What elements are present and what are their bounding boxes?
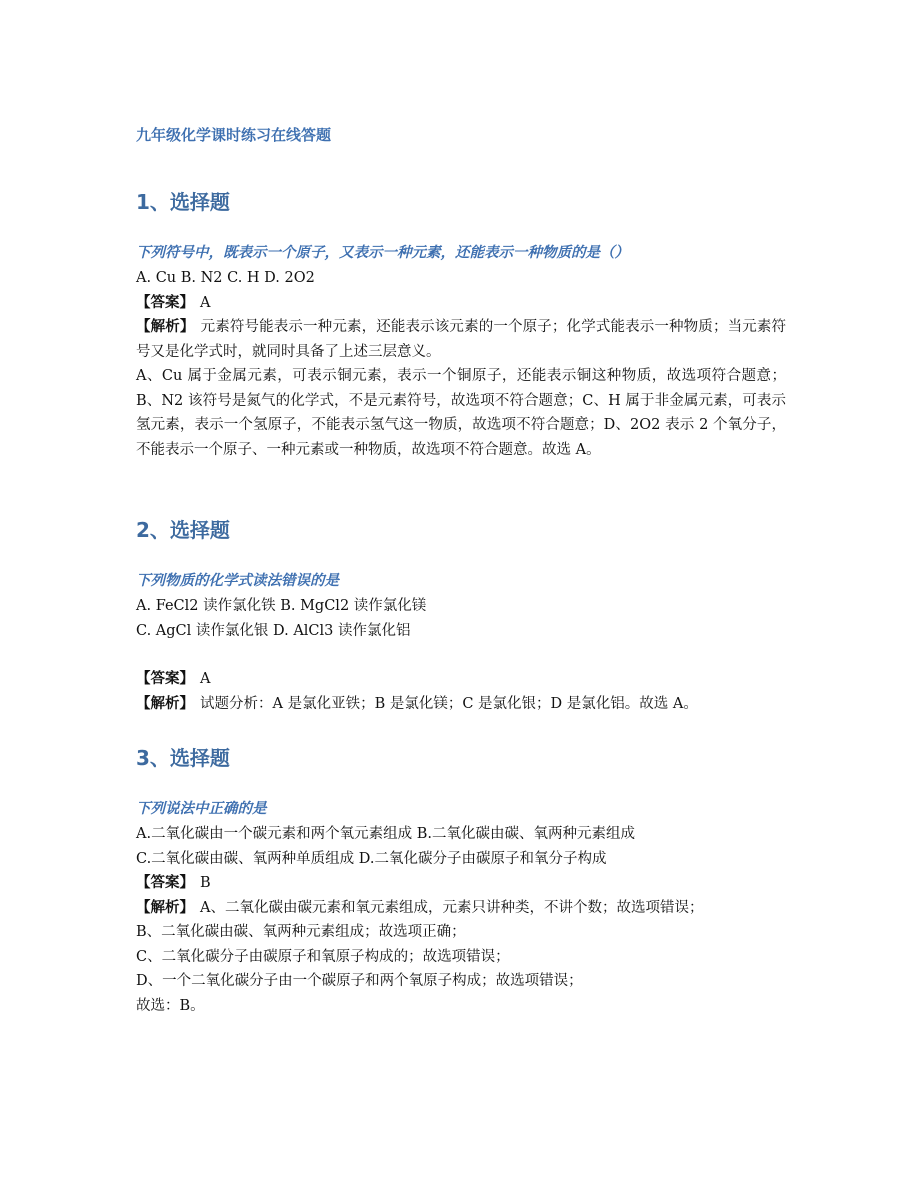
answer-label: 【答案】 <box>136 293 194 311</box>
answer-line <box>136 871 786 896</box>
analysis-text: D、一个二氧化碳分子由一个碳原子和两个氧原子构成；故选项错误； <box>136 973 583 989</box>
question-options: A. Cu B. N2 C. H D. 2O2 <box>136 270 315 286</box>
question-section-3 <box>136 742 786 1018</box>
question-section-1 <box>136 186 786 462</box>
section-heading: 1、选择题 <box>136 190 230 214</box>
document-title: 九年级化学课时练习在线答题 <box>136 126 332 144</box>
analysis-line <box>136 315 786 364</box>
answer-line <box>136 667 786 692</box>
question-text: 下列物质的化学式读法错误的是 <box>136 573 339 589</box>
question-text: 下列说法中正确的是 <box>136 801 267 817</box>
question-options: A.二氧化碳由一个碳元素和两个氧元素组成 B.二氧化碳由碳、氧两种元素组成 <box>136 826 635 842</box>
question-section-2 <box>136 514 786 716</box>
section-heading: 2、选择题 <box>136 518 230 542</box>
answer-line <box>136 291 786 316</box>
analysis-text: C、二氧化碳分子由碳原子和氧原子构成的；故选项错误； <box>136 948 510 965</box>
analysis-text: 元素符号能表示一种元素，还能表示该元素的一个原子；化学式能表示一种物质；当元素符号又是化学式时，就同时具备了上述三层意义。 <box>136 319 787 360</box>
analysis-line <box>136 692 786 717</box>
question-options: A. FeCl2 读作氯化铁 B. MgCl2 读作氯化镁 <box>136 598 427 614</box>
answer-value: A <box>200 671 211 687</box>
analysis-text: 试题分析：A 是氯化亚铁；B 是氯化镁；C 是氯化银；D 是氯化铝。故选 A。 <box>200 695 698 712</box>
analysis-line <box>136 896 786 921</box>
analysis-label: 【解析】 <box>136 318 195 335</box>
analysis-label: 【解析】 <box>136 694 194 712</box>
analysis-label: 【解析】 <box>136 898 194 916</box>
analysis-text: 故选：B。 <box>136 997 205 1014</box>
answer-label: 【答案】 <box>136 874 194 891</box>
analysis-text: A、二氧化碳由碳元素和氧元素组成，元素只讲种类，不讲个数；故选项错误； <box>200 899 704 916</box>
question-text: 下列符号中，既表示一个原子，又表示一种元素，还能表示一种物质的是（） <box>136 245 629 261</box>
spacer <box>136 643 786 667</box>
question-options: C. AgCl 读作氯化银 D. AlCl3 读作氯化铝 <box>136 622 411 639</box>
analysis-text: B、二氧化碳由碳、氧两种元素组成；故选项正确； <box>136 924 466 940</box>
answer-value: A <box>200 294 211 311</box>
question-options: C.二氧化碳由碳、氧两种单质组成 D.二氧化碳分子由碳原子和氧分子构成 <box>136 850 607 867</box>
section-heading: 3、选择题 <box>136 746 230 770</box>
answer-label: 【答案】 <box>136 670 194 687</box>
answer-value: B <box>200 875 211 891</box>
analysis-text: A、Cu 属于金属元素，可表示铜元素，表示一个铜原子，还能表示铜这种物质，故选项符合题意；B、N2 该符号是氮气的化学式，不是元素符号，故选项不符合题意；C、H 属于非金属元素，可表示氢元素，表示一个氢原子，不能表示氢气这一物质，故选项不符合题意；D、2O2 表示 2 个氧分子，不能表示一个原子、一种元素或一种物质，故选项不符合题意。故选 A。 <box>136 368 786 458</box>
